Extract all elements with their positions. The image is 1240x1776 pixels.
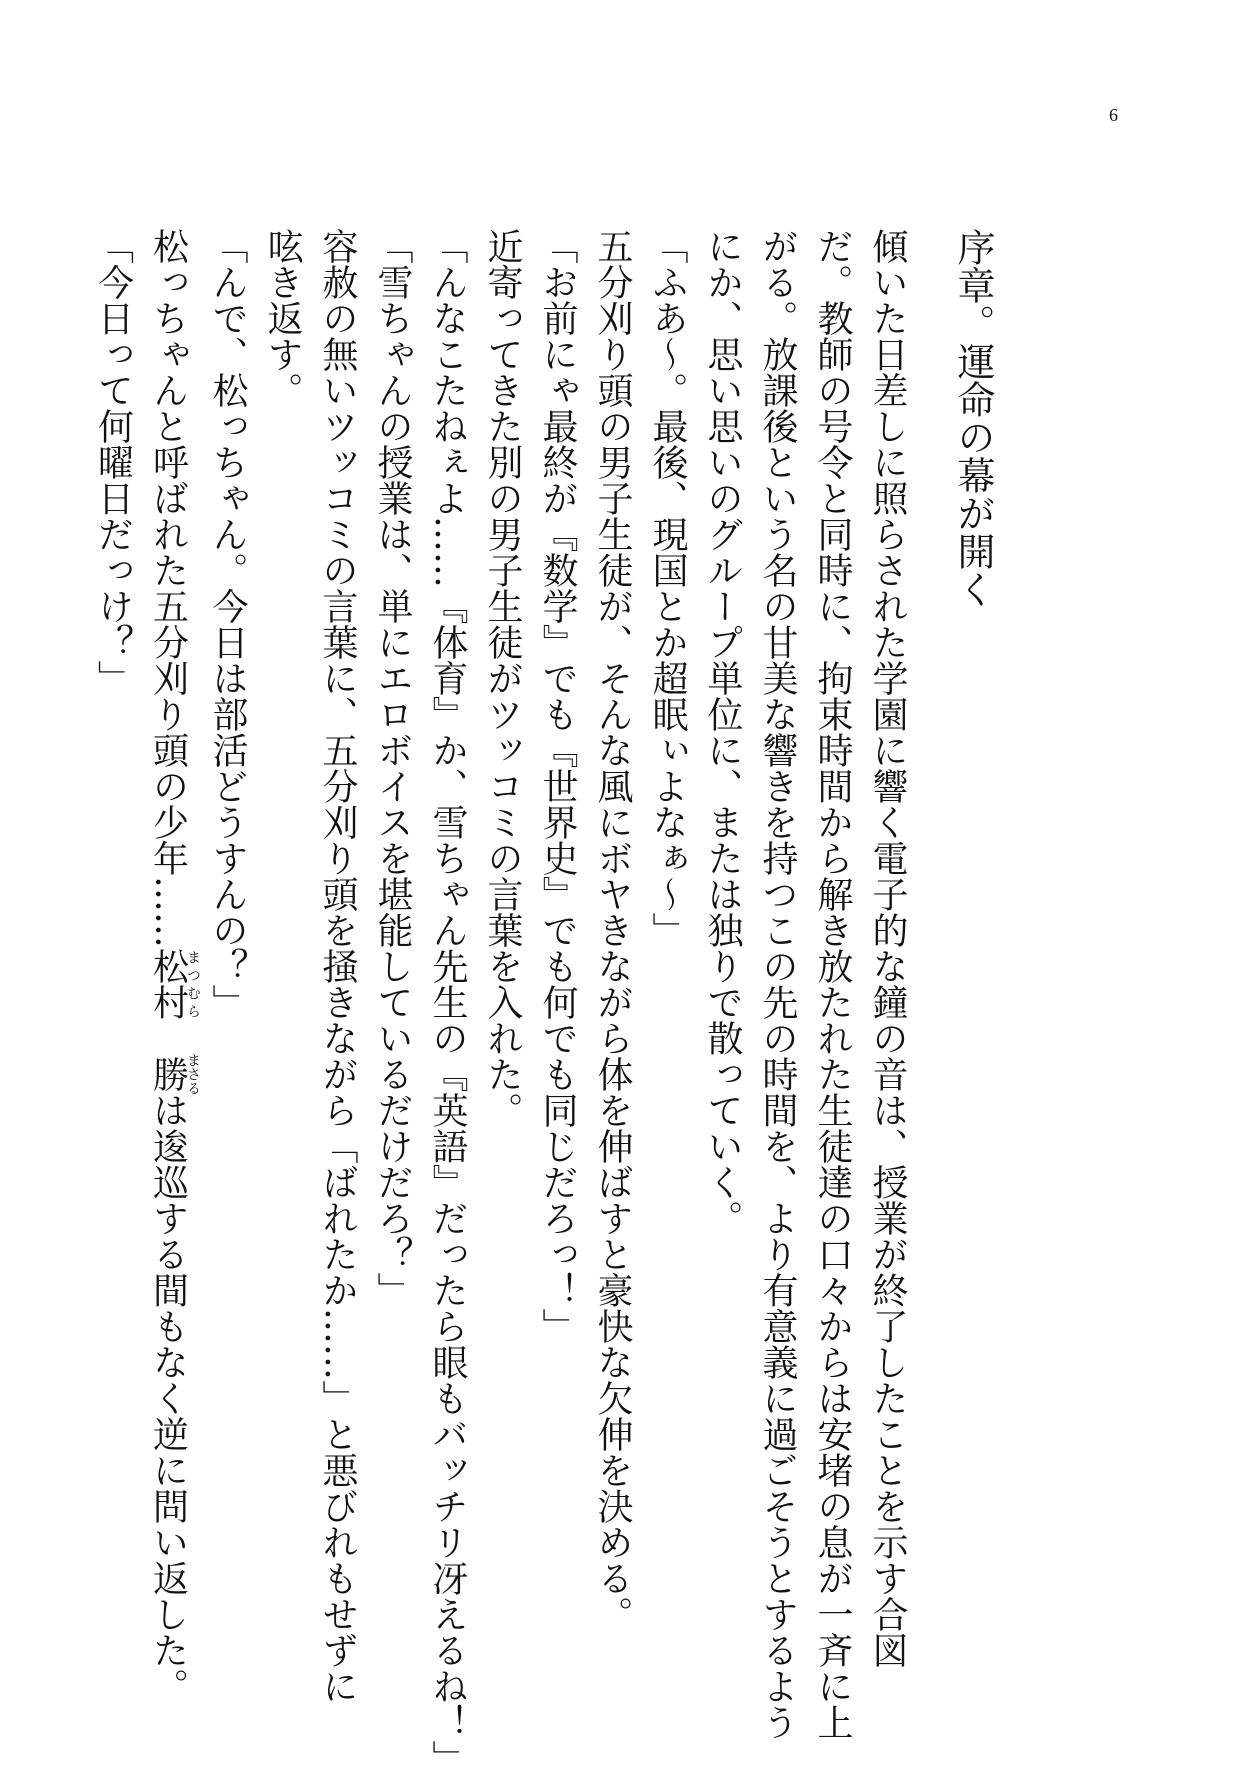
ruby-line-middle [148, 1020, 189, 1056]
paragraph-line: 五分刈り頭の男子生徒が、そんな風にボヤきながら体を伸ばすと豪快な欠伸を決める。 [592, 228, 633, 1632]
ruby-base: 松村 [147, 948, 189, 1020]
ruby-reading: まさる [185, 1053, 201, 1095]
page-number: 6 [1109, 105, 1118, 125]
paragraph-line: 傾いた日差しに照らされた学園に響く電子的な鐘の音は、授業が終了したことを示す合図 [867, 228, 908, 1668]
ruby-name-matsumura [147, 948, 201, 1020]
dialogue-line: 「雪ちゃんの授業は、単にエロボイスを堪能しているだけだろ？」 [372, 228, 413, 1308]
ruby-base: 勝 [147, 1053, 189, 1095]
ruby-reading: まつむら [185, 948, 201, 1020]
paragraph-line: 呟き返す。 [262, 228, 303, 408]
dialogue-line: 「ふあ〜。最後、現国とか超眠ぃよなぁ〜」 [647, 228, 688, 948]
chapter-title: 序章。運命の幕が開く [951, 228, 995, 608]
ruby-line-before: 松っちゃんと呼ばれた五分刈り頭の少年…… [147, 228, 189, 948]
paragraph-line-with-ruby [141, 228, 201, 1704]
dialogue-line: 「今日って何曜日だっけ？」 [92, 228, 134, 696]
vertical-text-body [86, 228, 1001, 1776]
ruby-line-after: は逡巡する間もなく逆に問い返した。 [147, 1092, 189, 1704]
paragraph-line: 近寄ってきた別の男子生徒がツッコミの言葉を入れた。 [482, 228, 523, 1128]
paragraph-line: にか、思い思いのグループ単位に、または独りで散っていく。 [702, 228, 743, 1236]
paragraph-line: がる。放課後という名の甘美な響きを持つこの先の時間を、より有意義に過ごそうとするよう [757, 228, 798, 1740]
dialogue-line: 「んなこたねぇよ……『体育』か、雪ちゃん先生の『英語』だったら眼もバッチリ冴えるね！」 [427, 228, 468, 1776]
paragraph-line: だ。教師の号令と同時に、拘束時間から解き放たれた生徒達の口々からは安堵の息が一斉に上 [812, 228, 853, 1740]
dialogue-line: 「お前にゃ最終が『数学』でも『世界史』でも何でも同じだろっ！」 [537, 228, 578, 1344]
title-spacer [915, 228, 945, 1648]
dialogue-line: 「んで、松っちゃん。今日は部活どうすんの？」 [207, 228, 248, 1020]
ruby-name-masaru [147, 1053, 201, 1095]
paragraph-line: 容赦の無いツッコミの言葉に、五分刈り頭を掻きながら「ばれたか……」と悪びれもせずに [317, 228, 358, 1704]
